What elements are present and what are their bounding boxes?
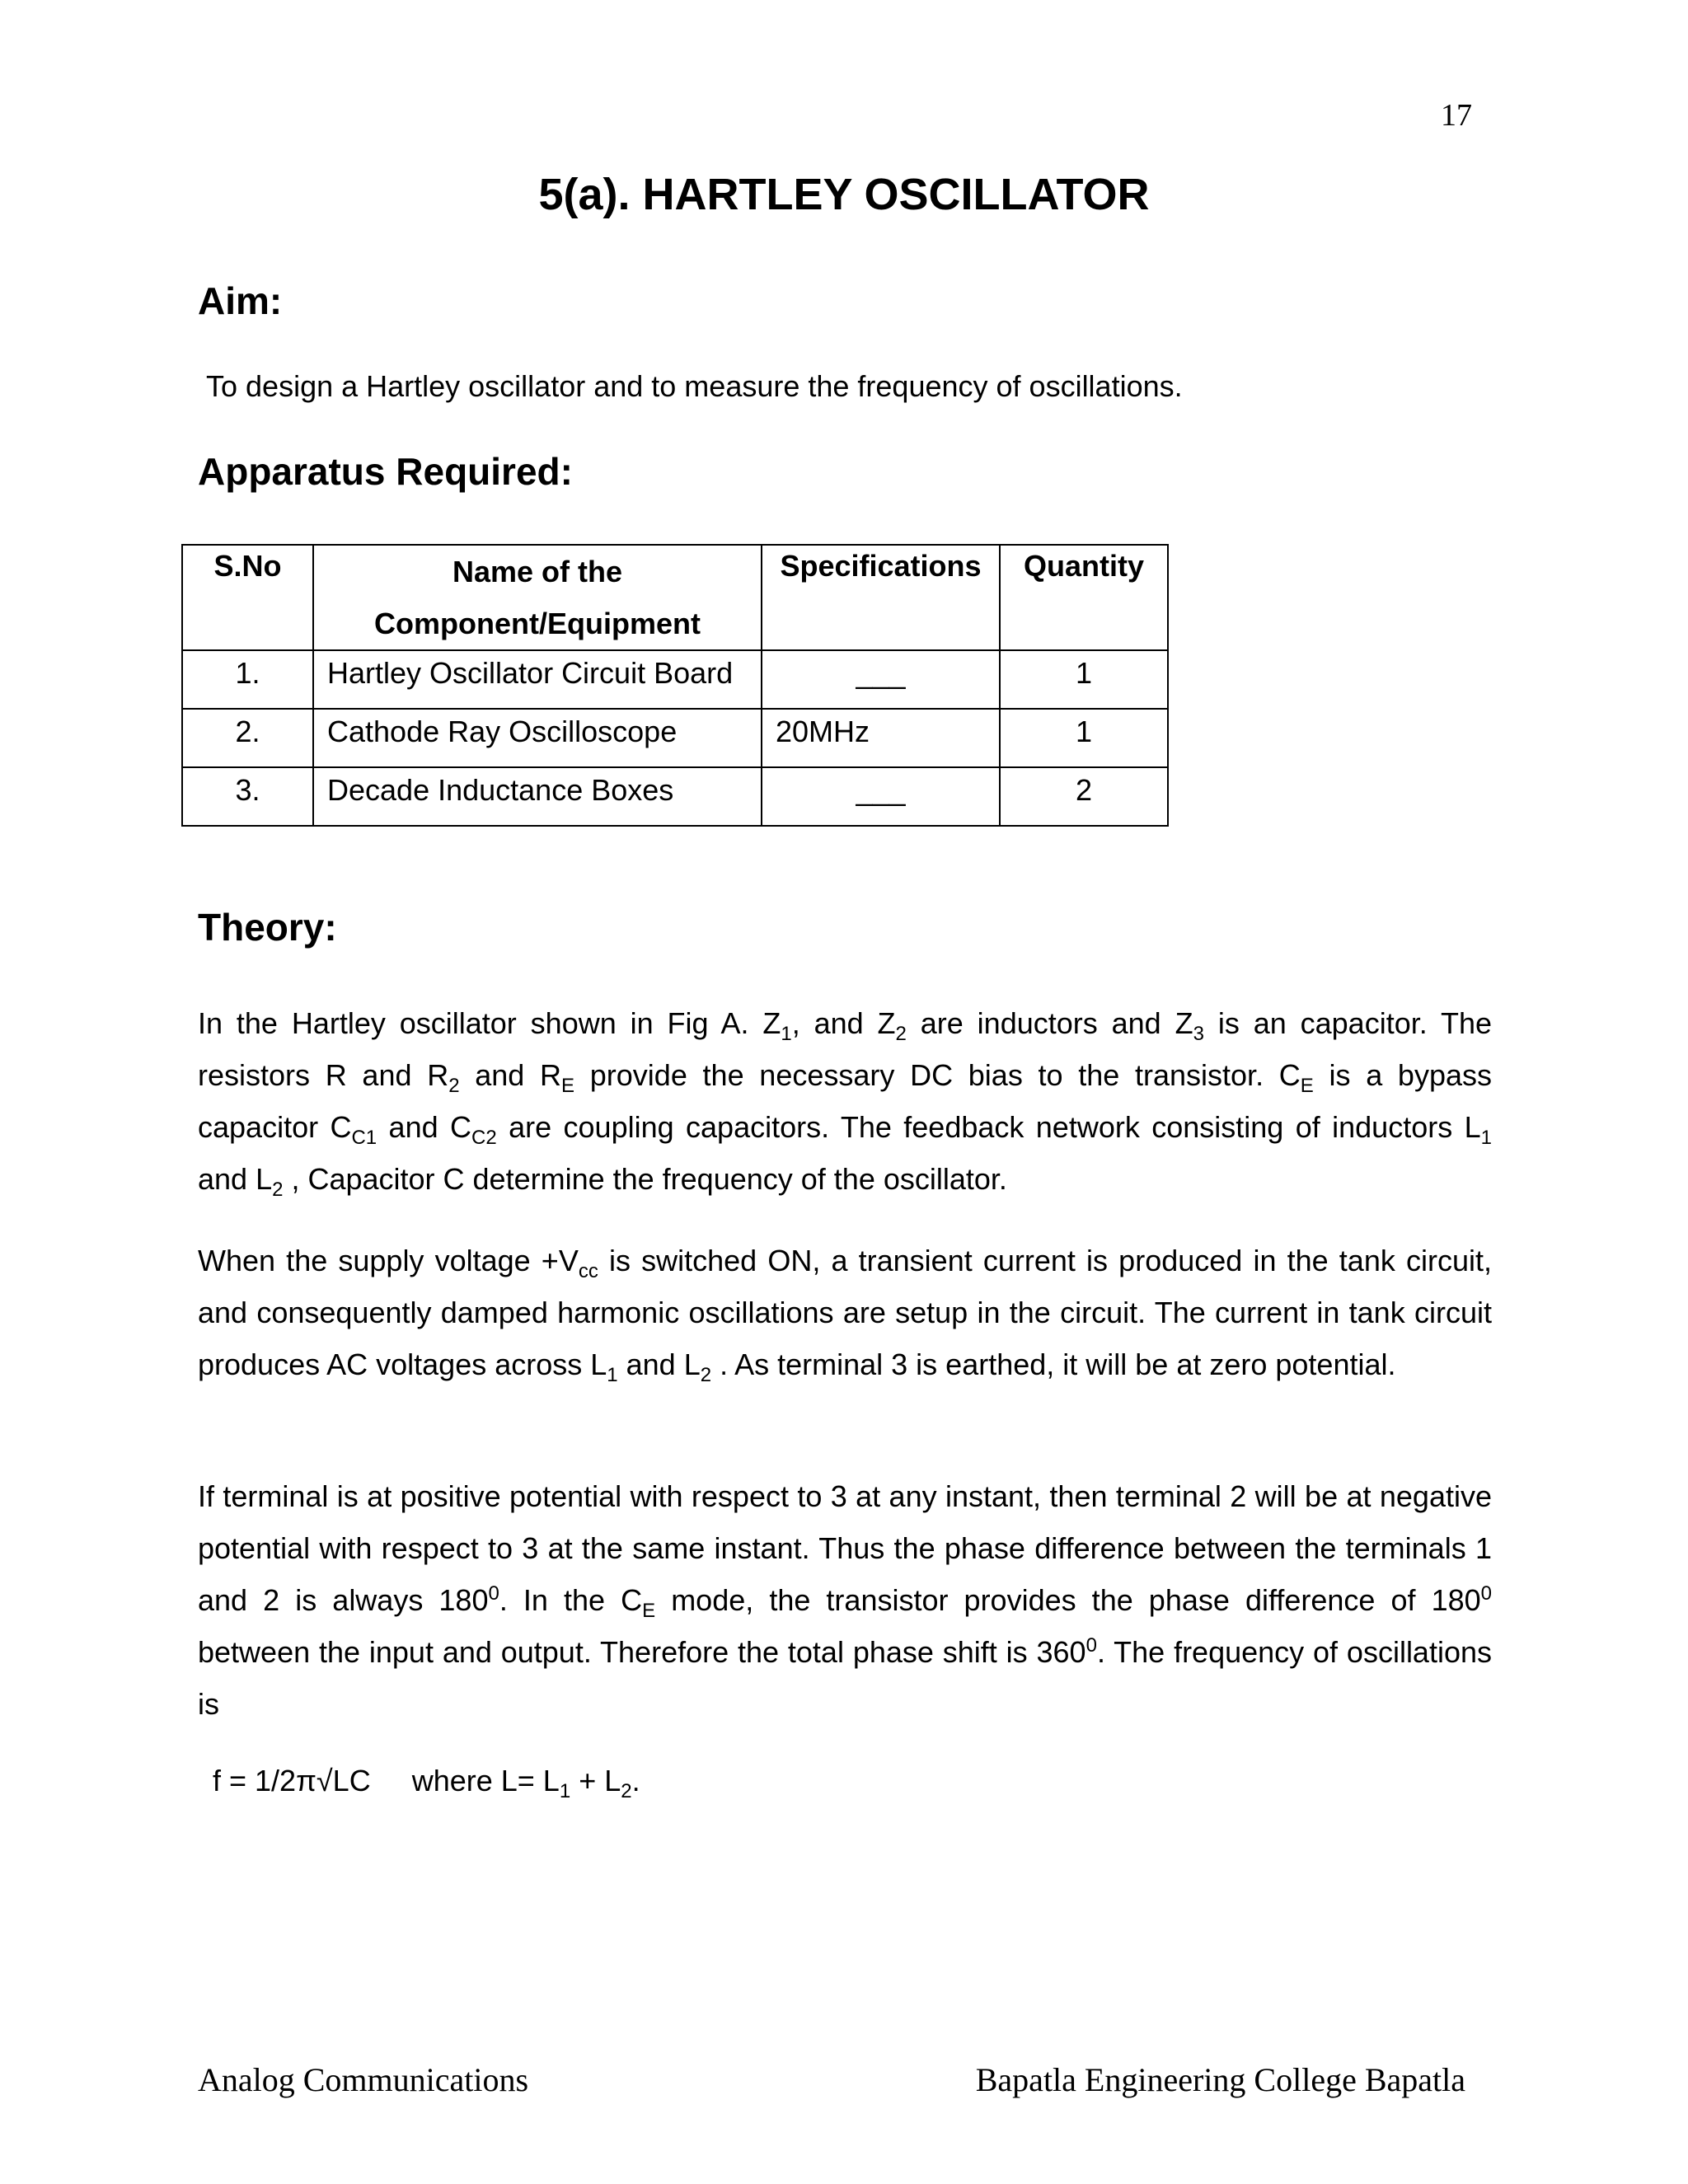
column-header-specifications: Specifications (762, 545, 1000, 650)
cell-qty: 1 (1000, 709, 1168, 767)
cell-name: Cathode Ray Oscilloscope (313, 709, 762, 767)
cell-qty: 2 (1000, 767, 1168, 826)
cell-sno: 2. (182, 709, 313, 767)
table-row (182, 650, 1168, 709)
theory-paragraph-1: In the Hartley oscillator shown in Fig A. $Z_1$, and $Z_2$ are inductors and $Z_3$ is an capacitor. The resistors R and $R_2$ and $R_E$ provide the necessary DC bias to the transistor. $C_E$ is a bypass capacitor $C_{C1}$ and $C_{C2}$ are coupling capacitors. The feedback network consisting of inductors $L_1$ and $L_2$ , Capacitor C determine the frequency of the oscillator. (198, 1006, 1492, 1202)
footer-left: Analog Communications (198, 2061, 529, 2098)
table-row (182, 709, 1168, 767)
apparatus-heading: Apparatus Required: (198, 450, 573, 493)
page-number: 17 (1441, 98, 1472, 133)
formula-expression: f = 1/2π√LC (213, 1764, 371, 1797)
cell-spec: ___ (762, 650, 1000, 709)
column-header-quantity: Quantity (1000, 545, 1168, 650)
table-row (182, 767, 1168, 826)
footer-right: Bapatla Engineering College Bapatla (975, 2061, 1465, 2098)
table-header-row (182, 545, 1168, 650)
theory-heading: Theory: (198, 906, 337, 949)
cell-sno: 1. (182, 650, 313, 709)
frequency-formula (213, 1764, 640, 1803)
column-header-name: Name of the Component/Equipment (313, 545, 762, 650)
aim-heading: Aim: (198, 279, 283, 322)
cell-qty: 1 (1000, 650, 1168, 709)
formula-note: where $L= L_1 + L_2$. (411, 1764, 640, 1803)
theory-paragraph-2: When the supply voltage $+V_{cc}$ is switched ON, a transient current is produced in the tank circuit, and consequently damped harmonic oscillations are setup in the circuit. The current in tank circuit produces AC voltages across $L_1$ and $L_2$ . As terminal 3 is earthed, it will be at zero potential. (198, 1244, 1492, 1387)
column-header-sno: S.No (182, 545, 313, 650)
cell-sno: 3. (182, 767, 313, 826)
cell-name: Decade Inductance Boxes (313, 767, 762, 826)
page-title: 5(a). HARTLEY OSCILLATOR (538, 170, 1150, 219)
theory-paragraph-3: If terminal is at positive potential with respect to 3 at any instant, then terminal 2 will be at negative potential with respect to 3 at the same instant. Thus the phase difference between the terminals 1 and 2 is always $180^0$. In the $C_E$ mode, the transistor provides the phase difference of $180^0$ between the input and output. Therefore the total phase shift is $360^0$. The frequency of oscillations is (198, 1479, 1493, 1721)
aim-text: To design a Hartley oscillator and to measure the frequency of oscillations. (206, 369, 1183, 403)
cell-spec: 20MHz (762, 709, 1000, 767)
apparatus-table (181, 544, 1169, 827)
cell-name: Hartley Oscillator Circuit Board (313, 650, 762, 709)
cell-spec: ___ (762, 767, 1000, 826)
